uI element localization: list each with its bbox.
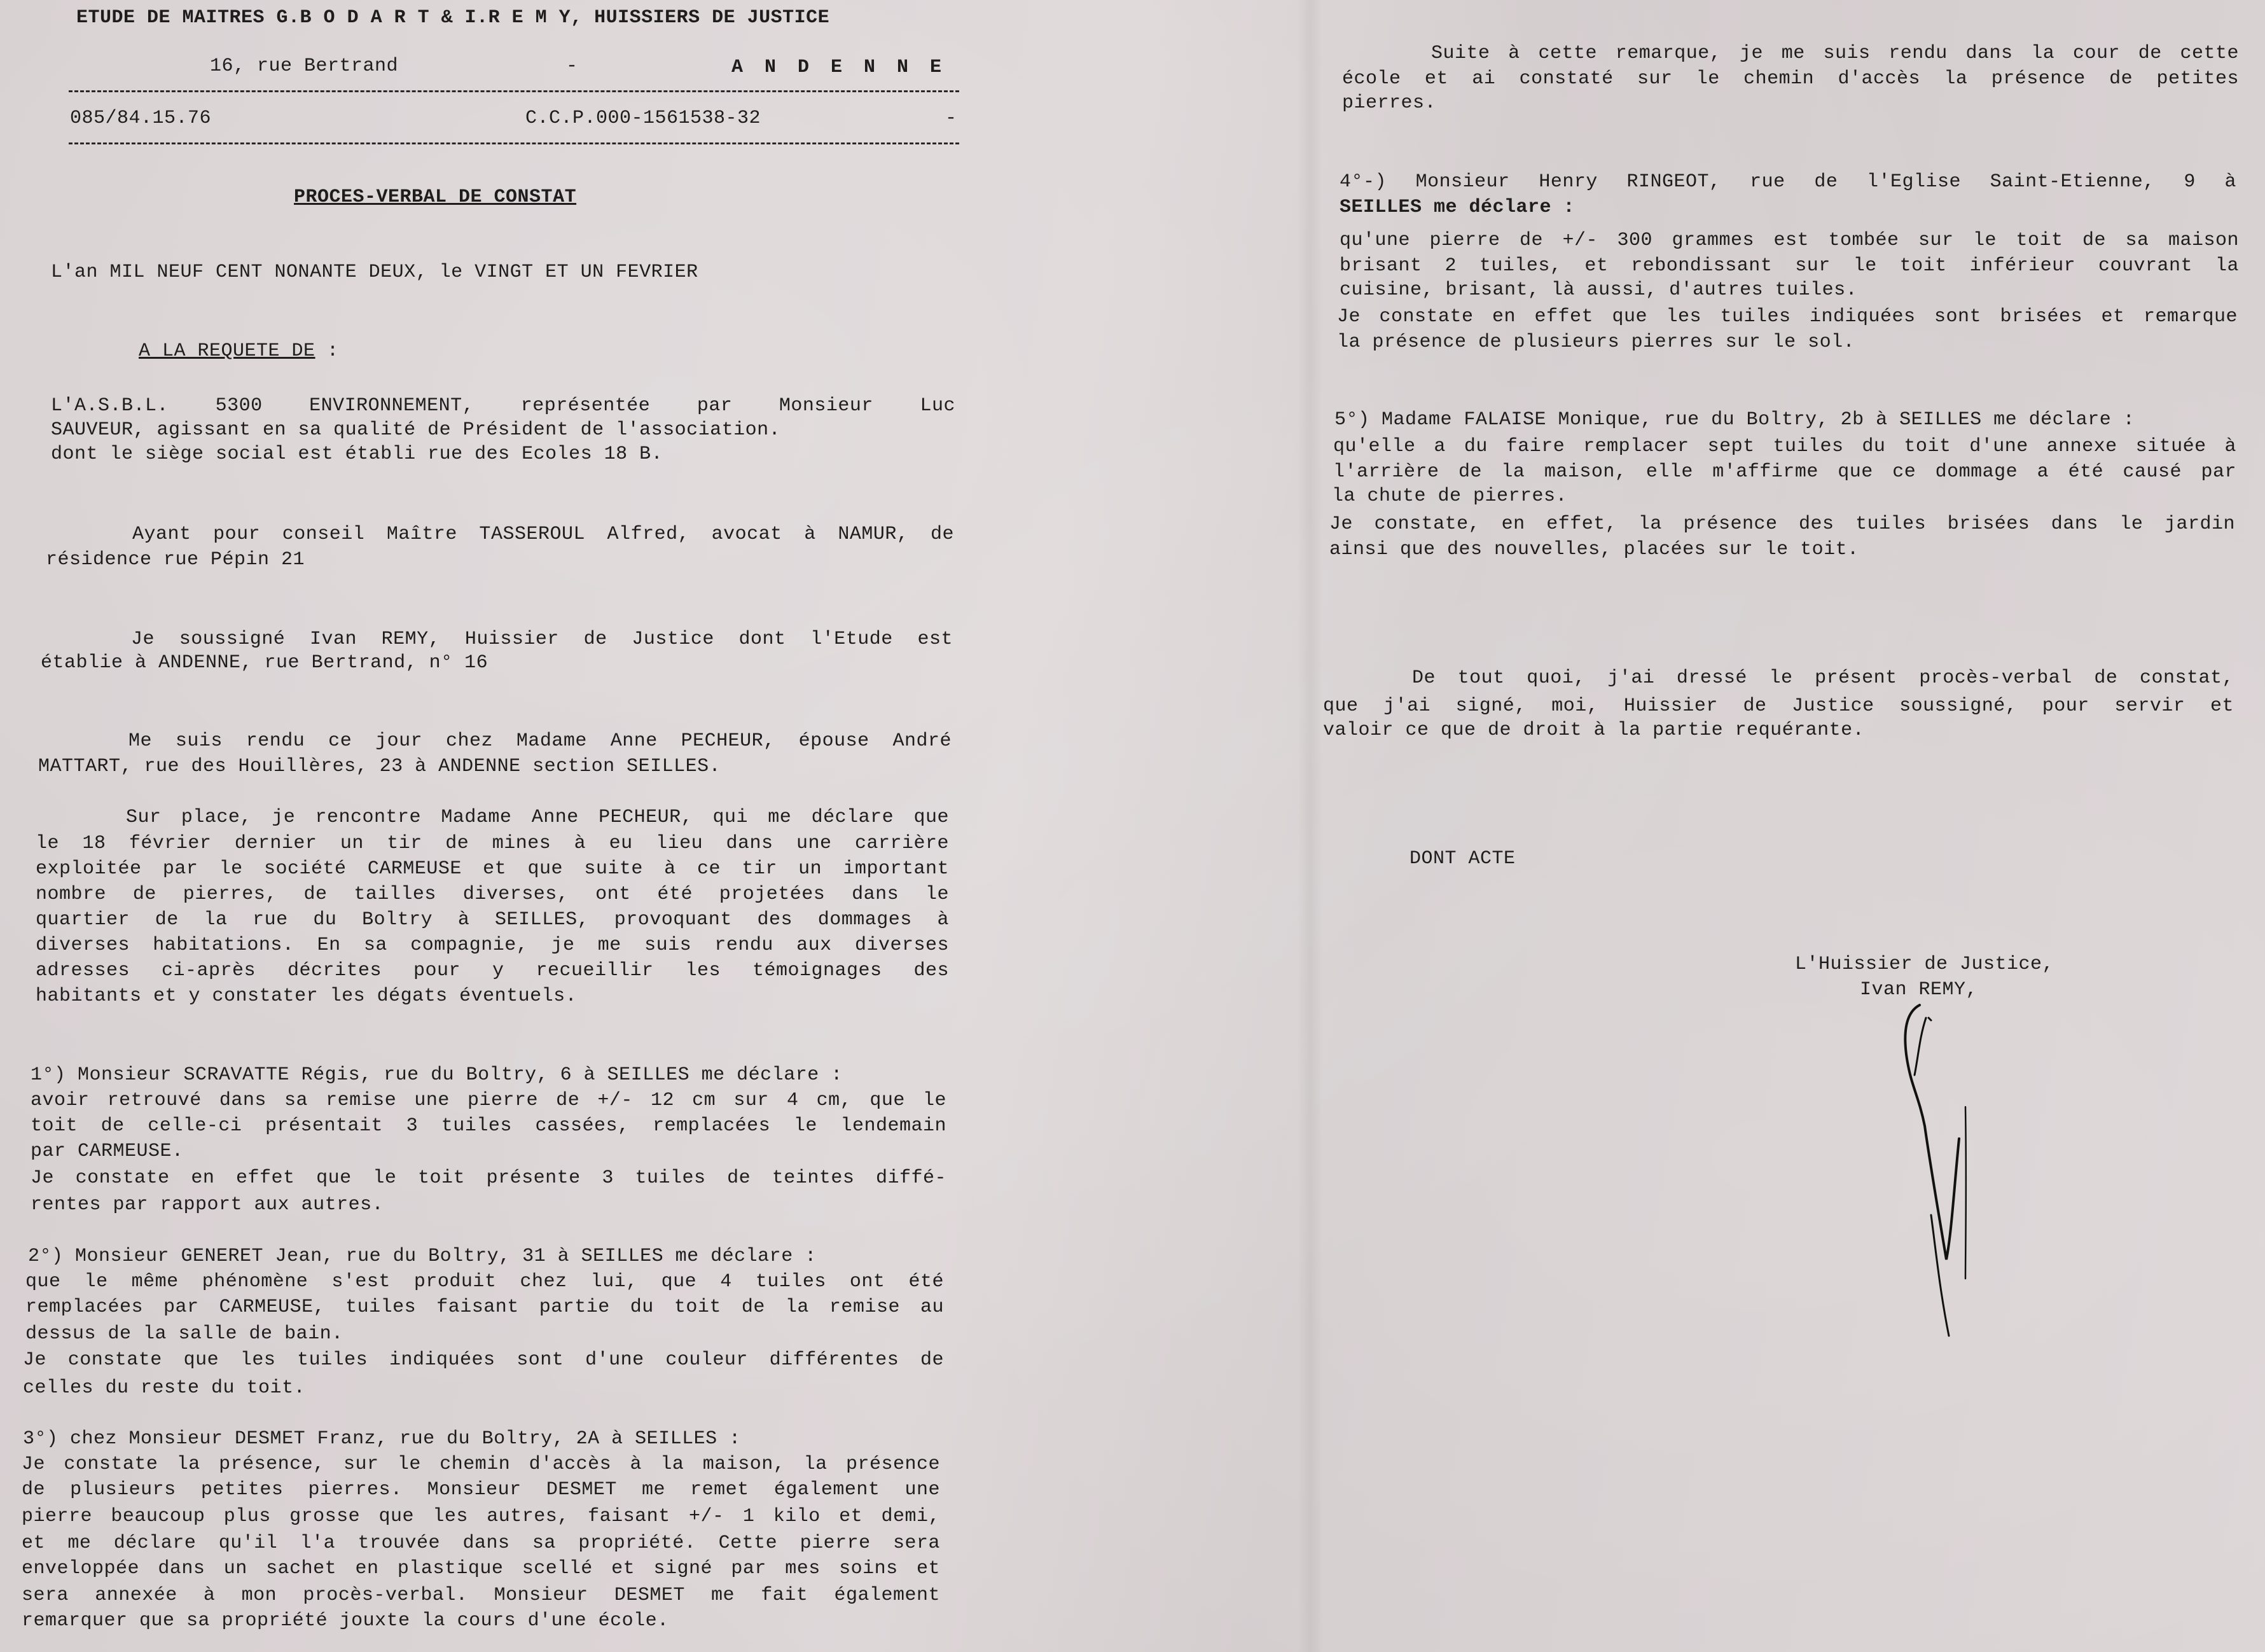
requete-line-1: L'A.S.B.L. 5300 ENVIRONNEMENT, représentée par Monsieur Luc (51, 395, 955, 417)
item5-line-4: la chute de pierres. (1332, 485, 1568, 507)
document-title: PROCES-VERBAL DE CONSTAT (294, 186, 577, 208)
handwritten-signature (1870, 980, 2010, 1463)
item2-line-6: celles du reste du toit. (23, 1377, 306, 1399)
conclusion-line-3: valoir ce que de droit à la partie requérante. (1323, 719, 1865, 741)
sur-place-line-4: nombre de pierres, de tailles diverses, ont été projetées dans le (36, 884, 949, 905)
firm-city: A N D E N N E (731, 57, 947, 78)
conseil-line-2: résidence rue Pépin 21 (46, 549, 305, 571)
firm-name: ETUDE DE MAITRES G.B O D A R T & I.R E M Y, HUISSIERS DE JUSTICE (76, 7, 830, 29)
firm-ccp-separator: - (945, 108, 957, 129)
item3-line-1: 3°) chez Monsieur DESMET Franz, rue du Boltry, 2A à SEILLES : (23, 1428, 741, 1450)
requete-heading (139, 338, 339, 364)
item3-line-3: de plusieurs petites pierres. Monsieur DESMET me remet également une (22, 1479, 940, 1501)
firm-address-separator: - (566, 55, 578, 77)
item5-line-5: Je constate, en effet, la présence des tuiles brisées dans le jardin (1329, 513, 2235, 535)
item2-line-1: 2°) Monsieur GENERET Jean, rue du Boltry, 31 à SEILLES me déclare : (28, 1246, 817, 1267)
item3-line-7: sera annexée à mon procès-verbal. Monsieur DESMET me fait également (22, 1585, 940, 1606)
item1-line-6: rentes par rapport aux autres. (31, 1194, 384, 1216)
sur-place-line-1: Sur place, je rencontre Madame Anne PECHEUR, qui me déclare que (126, 807, 949, 828)
item4-line-7: la présence de plusieurs pierres sur le sol. (1337, 331, 1855, 353)
dont-acte: DONT ACTE (1410, 848, 1516, 870)
sur-place-line-8: habitants et y constater les dégats éventuels. (36, 985, 578, 1007)
conclusion-line-2: que j'ai signé, moi, Huissier de Justice soussigné, pour servir et (1323, 695, 2234, 717)
date-line: L'an MIL NEUF CENT NONANTE DEUX, le VINGT ET UN FEVRIER (51, 261, 698, 283)
sur-place-line-6: diverses habitations. En sa compagnie, je me suis rendu aux diverses (36, 934, 949, 956)
item2-line-3: remplacées par CARMEUSE, tuiles faisant partie du toit de la remise au (25, 1296, 944, 1318)
item1-line-3: toit de celle-ci présentait 3 tuiles cassées, remplacées le lendemain (31, 1115, 946, 1137)
item4-line-1: 4°-) Monsieur Henry RINGEOT, rue de l'Eglise Saint-Etienne, 9 à (1340, 171, 2236, 193)
header-divider-2 (69, 142, 959, 144)
item1-line-1: 1°) Monsieur SCRAVATTE Régis, rue du Boltry, 6 à SEILLES me déclare : (31, 1064, 843, 1086)
item2-line-2: que le même phénomène s'est produit chez lui, que 4 tuiles ont été (25, 1271, 944, 1293)
firm-phone: 085/84.15.76 (70, 108, 212, 129)
requete-line-3: dont le siège social est établi rue des Ecoles 18 B. (51, 443, 663, 465)
item3-line-2: Je constate la présence, sur le chemin d'accès à la maison, la présence (22, 1454, 940, 1475)
signoff-title: L'Huissier de Justice, (1795, 954, 2054, 975)
soussigne-line-1: Je soussigné Ivan REMY, Huissier de Justice dont l'Etude est (131, 628, 953, 650)
item4-line-3: qu'une pierre de +/- 300 grammes est tombée sur le toit de sa maison (1340, 230, 2239, 251)
requete-heading-colon: : (315, 340, 339, 362)
suite-line-1: Suite à cette remarque, je me suis rendu dans la cour de cette (1431, 43, 2239, 64)
firm-ccp: C.C.P.000-1561538-32 (525, 108, 761, 129)
item4-line-2: SEILLES me déclare : (1340, 197, 1576, 218)
item1-line-2: avoir retrouvé dans sa remise une pierre de +/- 12 cm sur 4 cm, que le (31, 1090, 946, 1111)
item5-line-2: qu'elle a du faire remplacer sept tuiles du toit d'une annexe située à (1333, 436, 2236, 457)
requete-heading-label: A LA REQUETE DE (139, 340, 315, 362)
item5-line-3: l'arrière de la maison, elle m'affirme que ce dommage a été causé par (1333, 461, 2236, 483)
rendu-line-1: Me suis rendu ce jour chez Madame Anne PECHEUR, épouse André (128, 730, 952, 752)
sur-place-line-5: quartier de la rue du Boltry à SEILLES, provoquant des dommages à (36, 909, 949, 931)
requete-line-2: SAUVEUR, agissant en sa qualité de Président de l'association. (51, 419, 781, 441)
paper-fold-shadow (1298, 0, 1323, 1652)
suite-line-2: école et ai constaté sur le chemin d'accès la présence de petites (1342, 68, 2239, 90)
firm-street: 16, rue Bertrand (210, 55, 399, 77)
sur-place-line-7: adresses ci-après décrites pour y recueillir les témoignages des (36, 960, 949, 982)
item2-line-5: Je constate que les tuiles indiquées sont d'une couleur différentes de (23, 1349, 944, 1371)
sur-place-line-2: le 18 février dernier un tir de mines à eu lieu dans une carrière (36, 833, 949, 854)
item5-line-6: ainsi que des nouvelles, placées sur le toit. (1329, 539, 1859, 560)
item1-line-5: Je constate en effet que le toit présente 3 tuiles de teintes diffé- (31, 1167, 946, 1189)
item4-line-6: Je constate en effet que les tuiles indiquées sont brisées et remarque (1337, 306, 2238, 328)
item3-line-8: remarquer que sa propriété jouxte la cours d'une école. (22, 1610, 669, 1632)
sur-place-line-3: exploitée par le société CARMEUSE et que suite à ce tir un important (36, 858, 949, 880)
item5-line-1: 5°) Madame FALAISE Monique, rue du Boltry, 2b à SEILLES me déclare : (1334, 409, 2135, 431)
conseil-line-1: Ayant pour conseil Maître TASSEROUL Alfred, avocat à NAMUR, de (132, 524, 954, 545)
item4-line-4: brisant 2 tuiles, et rebondissant sur le toit inférieur couvrant la (1340, 255, 2239, 277)
signoff-name: Ivan REMY, (1860, 979, 1978, 1001)
item2-line-4: dessus de la salle de bain. (25, 1323, 343, 1345)
header-divider-1 (69, 90, 959, 92)
item4-line-5: cuisine, brisant, là aussi, d'autres tuiles. (1340, 279, 1858, 301)
item3-line-6: enveloppée dans un sachet en plastique scellé et signé par mes soins et (22, 1558, 940, 1579)
suite-line-3: pierres. (1342, 92, 1437, 114)
item1-line-4: par CARMEUSE. (31, 1141, 184, 1162)
rendu-line-2: MATTART, rue des Houillères, 23 à ANDENNE section SEILLES. (38, 756, 721, 777)
conclusion-line-1: De tout quoi, j'ai dressé le présent procès-verbal de constat, (1412, 667, 2234, 689)
item3-line-4: pierre beaucoup plus grosse que les autres, faisant +/- 1 kilo et demi, (22, 1506, 940, 1527)
soussigne-line-2: établie à ANDENNE, rue Bertrand, n° 16 (41, 652, 488, 674)
item3-line-5: et me déclare qu'il l'a trouvée dans sa propriété. Cette pierre sera (22, 1532, 940, 1554)
